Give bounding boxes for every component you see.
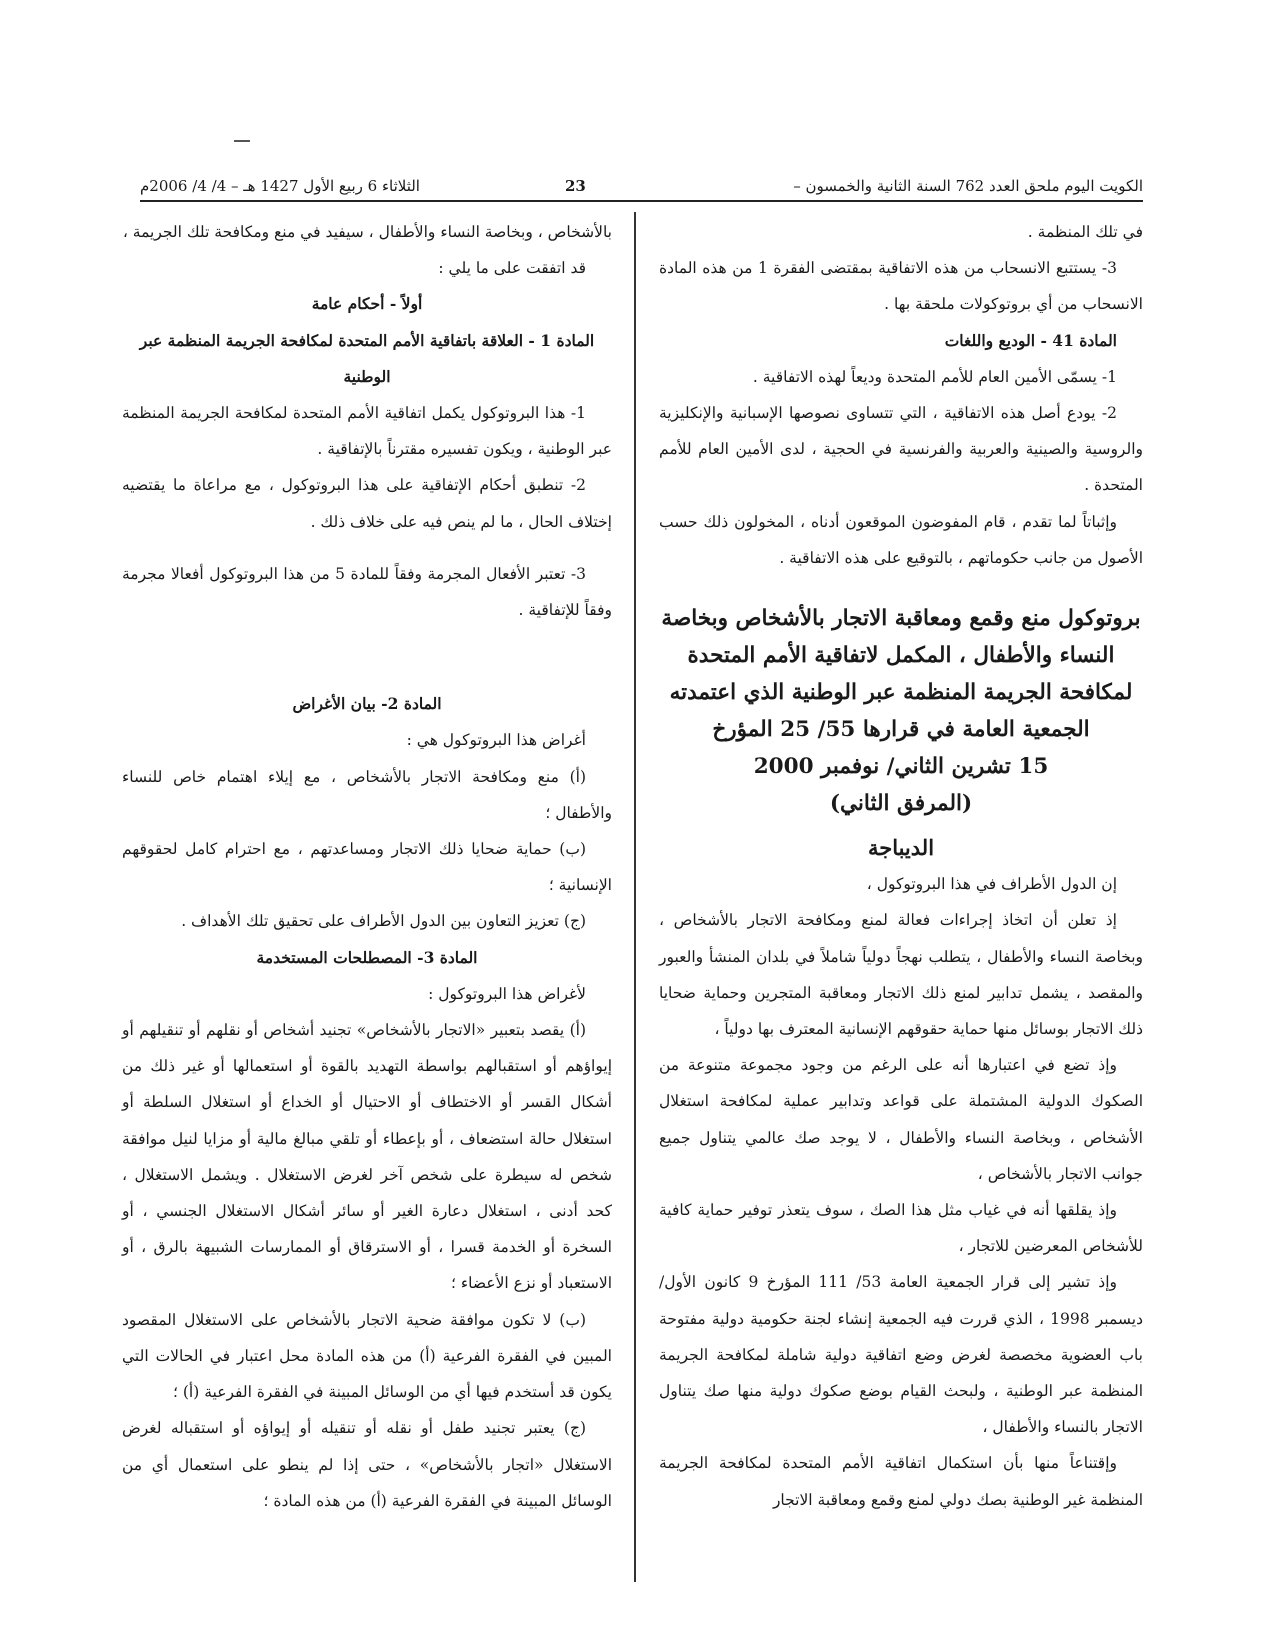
paragraph: (ب) لا تكون موافقة ضحية الاتجار بالأشخاص على الاستغلال المقصود المبين في الفقرة الفرعية (أ) من هذه المادة محل اعتبار في الحالات التي يكون قد أستخدم فيها أي من الوسائل المبينة في الفقرة الفرعية (أ) ؛ [122, 1310, 612, 1402]
paragraph: 2- تنطبق أحكام الإتفاقية على هذا البروتوكول ، مع مراعاة ما يقتضيه إختلاف الحال ، ما لم ينص فيه على خلاف ذلك . [122, 476, 612, 531]
protocol-title-main: بروتوكول منع وقمع ومعاقبة الاتجار بالأشخاص وبخاصة النساء والأطفال ، المكمل لاتفاقية الأمم المتحدة لمكافحة الجريمة المنظمة عبر الوطنية الذي اعتمدته الجمعية العامة في قرارها 55/ 25 المؤرخ [661, 606, 1141, 743]
paragraph: (ج) تعزيز التعاون بين الدول الأطراف على تحقيق تلك الأهداف . [181, 912, 586, 931]
paragraph: (أ) يقصد بتعبير «الاتجار بالأشخاص» تجنيد أشخاص أو نقلهم أو تنقيلهم أو إيواؤهم أو استقبالهم بواسطة التهديد بالقوة أو استعمالها أو غير ذلك من أشكال القسر أو الاختطاف أو الاحتيال أو الخداع أو استغلال السلطة أو استغلال حالة استضعاف ، أو بإعطاء أو تلقي مبالغ مالية أو مزايا لنيل موافقة شخص له سيطرة على شخص آخر لغرض الاستغلال . ويشمل الاستغلال ، كحد أدنى ، استغلال دعارة الغير أو سائر أشكال الاستغلال الجنسي ، أو السخرة أو الخدمة قسرا ، أو الاسترقاق أو الممارسات الشبيهة بالرق ، أو الاستعباد أو نزع الأعضاء ؛ [122, 1021, 612, 1293]
paragraph: في تلك المنظمة . [1027, 223, 1143, 241]
protocol-title-annex: (المرفق الثاني) [829, 791, 973, 817]
paragraph: إن الدول الأطراف في هذا البروتوكول ، [866, 875, 1117, 894]
page-number: 23 [565, 177, 586, 195]
paragraph: بالأشخاص ، وبخاصة النساء والأطفال ، سيفيد في منع ومكافحة تلك الجريمة ، [122, 223, 612, 241]
header-rule [140, 200, 1143, 202]
right-column [659, 214, 1143, 1518]
preamble-heading: الديباجة [867, 835, 935, 861]
paragraph: 3- يستتبع الانسحاب من هذه الاتفاقية بمقتضى الفقرة 1 من هذه المادة الانسحاب من أي بروتوكولات ملحقة بها . [659, 259, 1143, 314]
paragraph: 1- يسمّى الأمين العام للأمم المتحدة وديعاً لهذه الاتفاقية . [752, 367, 1117, 386]
paragraph: 2- يودع أصل هذه الاتفاقية ، التي تتساوى نصوصها الإسبانية والإنكليزية والروسية والصينية والعربية والفرنسية في الحجية ، لدى الأمين العام للأمم المتحدة . [659, 404, 1143, 495]
section-heading: أولاً - أحكام عامة [311, 294, 423, 314]
paragraph: وإقتناعاً منها بأن استكمال اتفاقية الأمم المتحدة لمكافحة الجريمة المنظمة غير الوطنية بصك دولي لمنع وقمع ومعاقبة الاتجار [659, 1454, 1143, 1509]
paragraph: وإذ يقلقها أنه في غياب مثل هذا الصك ، سوف يتعذر توفير حماية كافية للأشخاص المعرضين للاتجار ، [659, 1201, 1143, 1256]
paragraph: إذ تعلن أن اتخاذ إجراءات فعالة لمنع ومكافحة الاتجار بالأشخاص ، وبخاصة النساء والأطفال ، يتطلب نهجاً دولياً شاملاً في بلدان المنشأ والعبور والمقصد ، يشمل تدابير لمنع ذلك الاتجار ومعاقبة المتجرين وحماية ضحايا ذلك الاتجار بوسائل منها حماية حقوقهم الإنسانية المعترف بها دولياً ، [659, 911, 1143, 1039]
issue-date: الثلاثاء 6 ربيع الأول 1427 هـ – 4/ 4/ 2006م [140, 177, 420, 195]
protocol-title [659, 600, 1143, 822]
left-column [122, 214, 612, 1519]
article-1-heading: المادة 1 - العلاقة باتفاقية الأمم المتحدة لمكافحة الجريمة المنظمة عبر الوطنية [139, 330, 595, 386]
paragraph: 3- تعتبر الأفعال المجرمة وفقاً للمادة 5 من هذا البروتوكول أفعالا مجرمة وفقاً للإتفاقية . [122, 564, 612, 620]
protocol-title-date: 15 تشرين الثاني/ نوفمبر 2000 [753, 754, 1049, 780]
article-2-heading: المادة 2- بيان الأغراض [292, 694, 442, 714]
publication-title: الكويت اليوم ملحق العدد 762 السنة الثانية والخمسون – [793, 177, 1143, 195]
paragraph: 1- هذا البروتوكول يكمل اتفاقية الأمم المتحدة لمكافحة الجريمة المنظمة عبر الوطنية ، ويكون تفسيره مقترناً بالإتفاقية . [122, 404, 612, 459]
page-header [140, 176, 1143, 198]
paragraph: (ب) حماية ضحايا ذلك الاتجار ومساعدتهم ، مع احترام كامل لحقوقهم الإنسانية ؛ [122, 840, 612, 895]
article-3-heading: المادة 3- المصطلحات المستخدمة [256, 947, 478, 967]
article-41-heading: المادة 41 - الوديع واللغات [944, 330, 1117, 350]
paragraph: وإذ تشير إلى قرار الجمعية العامة 53/ 111 المؤرخ 9 كانون الأول/ ديسمبر 1998 ، الذي قررت فيه الجمعية إنشاء لجنة حكومية دولية مفتوحة باب العضوية مخصصة لغرض وضع اتفاقية دولية شاملة لمكافحة الجريمة المنظمة عبر الوطنية ، ولبحث القيام بوضع صكوك دولية منها صك يتناول الاتجار بالنساء والأطفال ، [659, 1273, 1143, 1437]
paragraph: (أ) منع ومكافحة الاتجار بالأشخاص ، مع إيلاء اهتمام خاص للنساء والأطفال ؛ [122, 767, 612, 822]
paragraph: وإذ تضع في اعتبارها أنه على الرغم من وجود مجموعة متنوعة من الصكوك الدولية المشتملة على قواعد وتدابير عملية لمكافحة استغلال الأشخاص ، وبخاصة النساء والأطفال ، لا يوجد صك عالمي يتناول جميع جوانب الاتجار بالأشخاص ، [659, 1056, 1143, 1183]
column-divider [634, 212, 636, 1582]
paragraph: (ج) يعتبر تجنيد طفل أو نقله أو تنقيله أو إيواؤه أو استقباله لغرض الاستغلال «اتجار بالأشخاص» ، حتى إذا لم ينطو على استعمال أي من الوسائل المبينة في الفقرة الفرعية (أ) من هذه المادة ؛ [122, 1419, 612, 1510]
paragraph: قد اتفقت على ما يلي : [438, 259, 586, 278]
paragraph: لأغراض هذا البروتوكول : [428, 984, 586, 1003]
paragraph: وإثباتاً لما تقدم ، قام المفوضون الموقعون أدناه ، المخولون ذلك حسب الأصول من جانب حكوماتهم ، بالتوقيع على هذه الاتفاقية . [659, 512, 1143, 567]
scan-mark [234, 140, 250, 146]
paragraph: أغراض هذا البروتوكول هي : [406, 731, 586, 750]
